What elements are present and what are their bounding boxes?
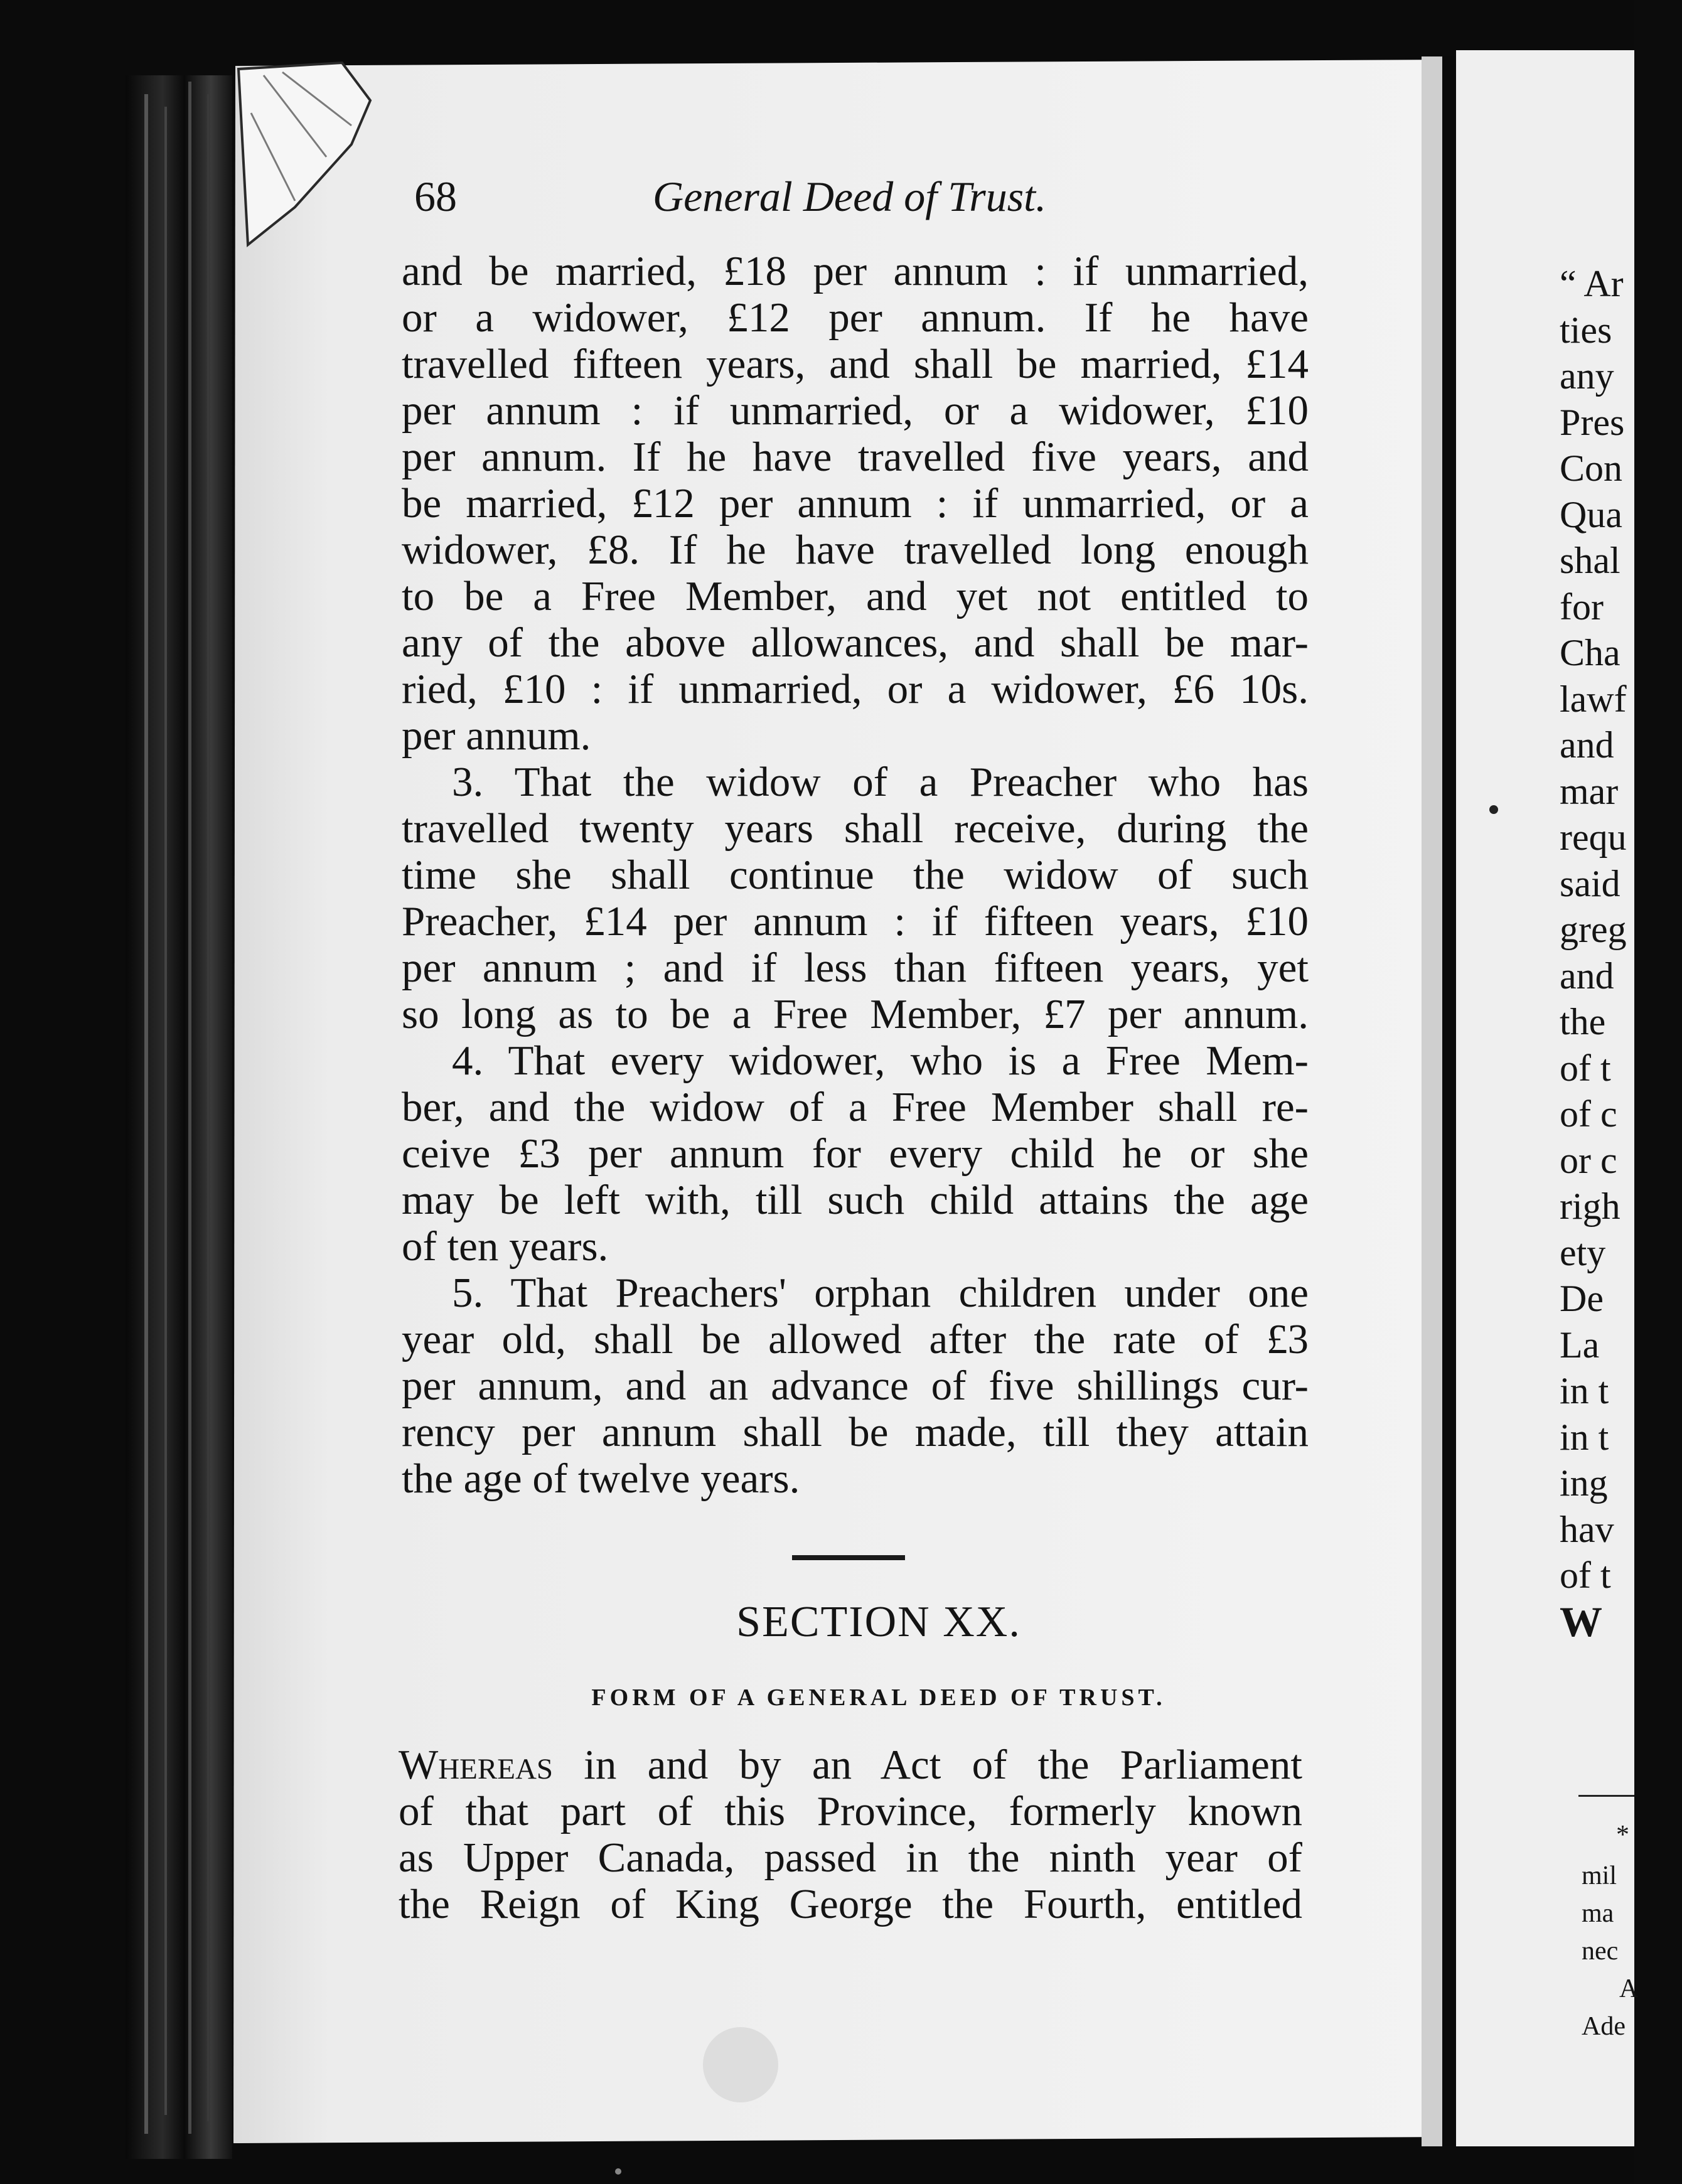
text-line: year old, shall be allowed after the rate of £3 [402, 1316, 1309, 1362]
right-page-fragment: of t [1560, 1555, 1611, 1596]
right-page-fragment: ety [1560, 1231, 1606, 1273]
text-line: 5. That Preachers' orphan children under one [452, 1270, 1309, 1316]
right-page-fragment: the [1560, 1001, 1606, 1042]
right-page-fragment: shal [1560, 540, 1620, 581]
section-title: SECTION XX. [736, 1598, 1021, 1646]
right-page-footnote-fragment: Ade [1582, 2012, 1626, 2041]
text-line: of ten years. [402, 1223, 609, 1270]
right-page-fragment: W [1560, 1597, 1602, 1646]
right-page-fragment: mar [1560, 770, 1619, 812]
text-line: per annum. If he have travelled five years, and [402, 434, 1309, 480]
right-page-fragment: in t [1560, 1416, 1609, 1458]
text-line: the Reign of King George the Fourth, entitled [399, 1881, 1302, 1927]
right-page-fragment: of t [1560, 1047, 1611, 1089]
text-line: as Upper Canada, passed in the ninth year of [399, 1834, 1302, 1881]
right-page-footnote-fragment: ma [1582, 1899, 1614, 1928]
right-page-footnote-fragment: nec [1582, 1937, 1619, 1966]
right-page-fragment: Pres [1560, 401, 1625, 443]
right-page-fragment: Con [1560, 447, 1623, 489]
text-line: may be left with, till such child attains the age [402, 1177, 1309, 1223]
right-page-fragment: ties [1560, 309, 1612, 351]
right-page-fragment: ing [1560, 1462, 1608, 1504]
text-line: per annum ; and if less than fifteen years, yet [402, 945, 1309, 991]
right-page-fragment: any [1560, 355, 1614, 397]
text-line: ried, £10 : if unmarried, or a widower, £6 10s. [402, 666, 1309, 712]
text-line: travelled fifteen years, and shall be married, £14 [402, 341, 1309, 387]
right-page-fragment: requ [1560, 816, 1627, 858]
right-page-fragment: De [1560, 1278, 1604, 1319]
text-line: travelled twenty years shall receive, during the [402, 805, 1309, 852]
text-line: ber, and the widow of a Free Member shall re- [402, 1084, 1309, 1130]
right-page-footnote-fragment: * [1616, 1821, 1629, 1849]
section-subtitle: FORM OF A GENERAL DEED OF TRUST. [591, 1684, 1166, 1711]
text-line: or a widower, £12 per annum. If he have [402, 294, 1309, 341]
section-divider [792, 1555, 905, 1560]
text-line: to be a Free Member, and yet not entitled to [402, 573, 1309, 619]
text-span: in and by an Act of the Parliament [553, 1742, 1302, 1788]
text-line: per annum. [402, 712, 591, 759]
right-page-fragment: in t [1560, 1370, 1609, 1411]
body-text [402, 248, 1309, 1502]
right-page-fragment: of c [1560, 1093, 1617, 1135]
right-page-fragment: righ [1560, 1186, 1620, 1227]
page-header [414, 168, 1105, 225]
text-line: Preacher, £14 per annum : if fifteen years, £10 [402, 898, 1309, 945]
text-line: ceive £3 per annum for every child he or she [402, 1130, 1309, 1177]
right-page-fragment: La [1560, 1324, 1600, 1366]
text-line: be married, £12 per annum : if unmarried, or a [402, 480, 1309, 527]
text-line: 3. That the widow of a Preacher who has [452, 759, 1309, 805]
right-page-fragment: for [1560, 586, 1604, 628]
right-page-fragment: “ Ar [1560, 263, 1624, 304]
drop-word: Whereas [399, 1742, 554, 1788]
right-page-fragment: and [1560, 955, 1614, 997]
text-line: 4. That every widower, who is a Free Mem- [452, 1037, 1309, 1084]
right-page-fragment: hav [1560, 1508, 1614, 1550]
text-line: widower, £8. If he have travelled long enough [402, 527, 1309, 573]
right-page-fragment: or c [1560, 1139, 1617, 1181]
right-page-footnote-fragment: mil [1582, 1861, 1617, 1890]
text-line: the age of twelve years. [402, 1455, 800, 1502]
right-page-fragment: Qua [1560, 493, 1622, 535]
right-page-fragment: lawf [1560, 678, 1627, 720]
running-head: General Deed of Trust. [653, 173, 1047, 220]
text-line: per annum, and an advance of five shillings cur- [402, 1362, 1309, 1409]
text-line: so long as to be a Free Member, £7 per annum. [402, 991, 1309, 1037]
right-page-fragment: Cha [1560, 632, 1620, 673]
right-page-fragment: and [1560, 724, 1614, 766]
text-line: of that part of this Province, formerly known [399, 1788, 1302, 1834]
right-page-fragment: said [1560, 862, 1620, 904]
right-page-fragment: greg [1560, 909, 1627, 950]
deed-text [399, 1742, 1302, 1927]
page-number: 68 [414, 173, 457, 220]
text-line [399, 1742, 1302, 1788]
text-line: any of the above allowances, and shall be mar- [402, 619, 1309, 666]
text-line: and be married, £18 per annum : if unmarried, [402, 248, 1309, 294]
right-page-footnote-fragment: A [1619, 1974, 1639, 2003]
text-line: rency per annum shall be made, till they attain [402, 1409, 1309, 1455]
text-line: time she shall continue the widow of such [402, 852, 1309, 898]
text-line: per annum : if unmarried, or a widower, £10 [402, 387, 1309, 434]
